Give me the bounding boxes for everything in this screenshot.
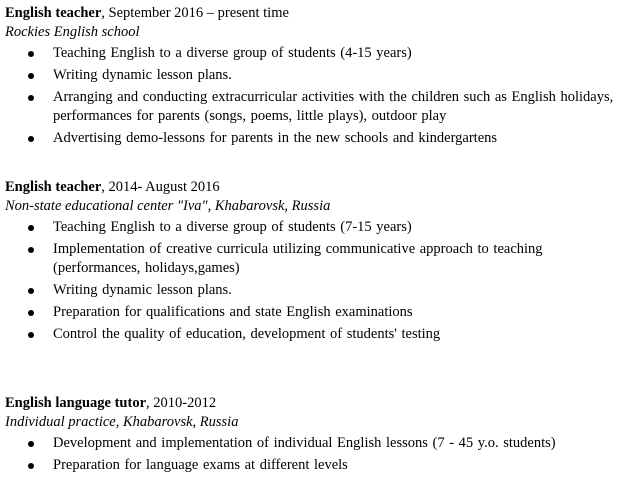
job-title: English language tutor	[5, 395, 146, 411]
duty-text: Writing dynamic lesson plans.	[53, 67, 232, 83]
duty-item	[5, 44, 620, 63]
duties-list	[5, 218, 620, 344]
duty-item	[5, 325, 620, 344]
duty-text: Arranging and conducting extracurricular activities with the children such as English holidays, performances for parents (songs, poems, little plays), outdoor play	[53, 89, 614, 124]
job-heading	[5, 178, 620, 197]
job-period: , 2010-2012	[146, 395, 217, 411]
bullet-icon	[28, 95, 34, 101]
duty-item	[5, 218, 620, 237]
duty-item	[5, 66, 620, 85]
duty-item	[5, 240, 620, 278]
duty-text: Preparation for qualifications and state English examinations	[53, 304, 413, 320]
bullet-icon	[28, 51, 34, 57]
duty-item	[5, 456, 620, 475]
bullet-icon	[28, 288, 34, 294]
job-period: , 2014- August 2016	[101, 179, 220, 195]
duty-text: Control the quality of education, development of students' testing	[53, 326, 441, 342]
job-title: English teacher	[5, 5, 102, 21]
bullet-icon	[28, 332, 34, 338]
bullet-icon	[28, 136, 34, 142]
job-organization: Rockies English school	[5, 24, 140, 40]
job-period: , September 2016 – present time	[101, 5, 289, 21]
job-title: English teacher	[5, 179, 102, 195]
duty-text: Teaching English to a diverse group of students (4-15 years)	[53, 45, 412, 61]
duties-list	[5, 44, 620, 148]
job-entry	[5, 394, 620, 478]
job-heading	[5, 4, 620, 23]
duty-text: Implementation of creative curricula utilizing communicative approach to teaching (performances, holidays,games)	[53, 241, 543, 276]
bullet-icon	[28, 247, 34, 253]
duty-text: Preparation for language exams at different levels	[53, 457, 348, 473]
duty-item	[5, 129, 620, 148]
duty-text: Teaching English to a diverse group of students (7-15 years)	[53, 219, 412, 235]
duty-item	[5, 281, 620, 300]
duty-item	[5, 303, 620, 322]
duty-text: Development and implementation of individual English lessons (7 - 45 y.o. students)	[53, 435, 556, 451]
bullet-icon	[28, 73, 34, 79]
job-organization: Individual practice, Khabarovsk, Russia	[5, 414, 239, 430]
bullet-icon	[28, 441, 34, 447]
duty-text: Writing dynamic lesson plans.	[53, 282, 232, 298]
job-entry	[5, 4, 620, 151]
job-heading	[5, 394, 620, 413]
duties-list	[5, 434, 620, 475]
duty-text: Advertising demo-lessons for parents in the new schools and kindergartens	[53, 130, 498, 146]
duty-item	[5, 434, 620, 453]
bullet-icon	[28, 463, 34, 469]
duty-item	[5, 88, 620, 126]
job-entry	[5, 178, 620, 347]
bullet-icon	[28, 310, 34, 316]
bullet-icon	[28, 225, 34, 231]
job-organization: Non-state educational center "Iva", Khabarovsk, Russia	[5, 198, 331, 214]
